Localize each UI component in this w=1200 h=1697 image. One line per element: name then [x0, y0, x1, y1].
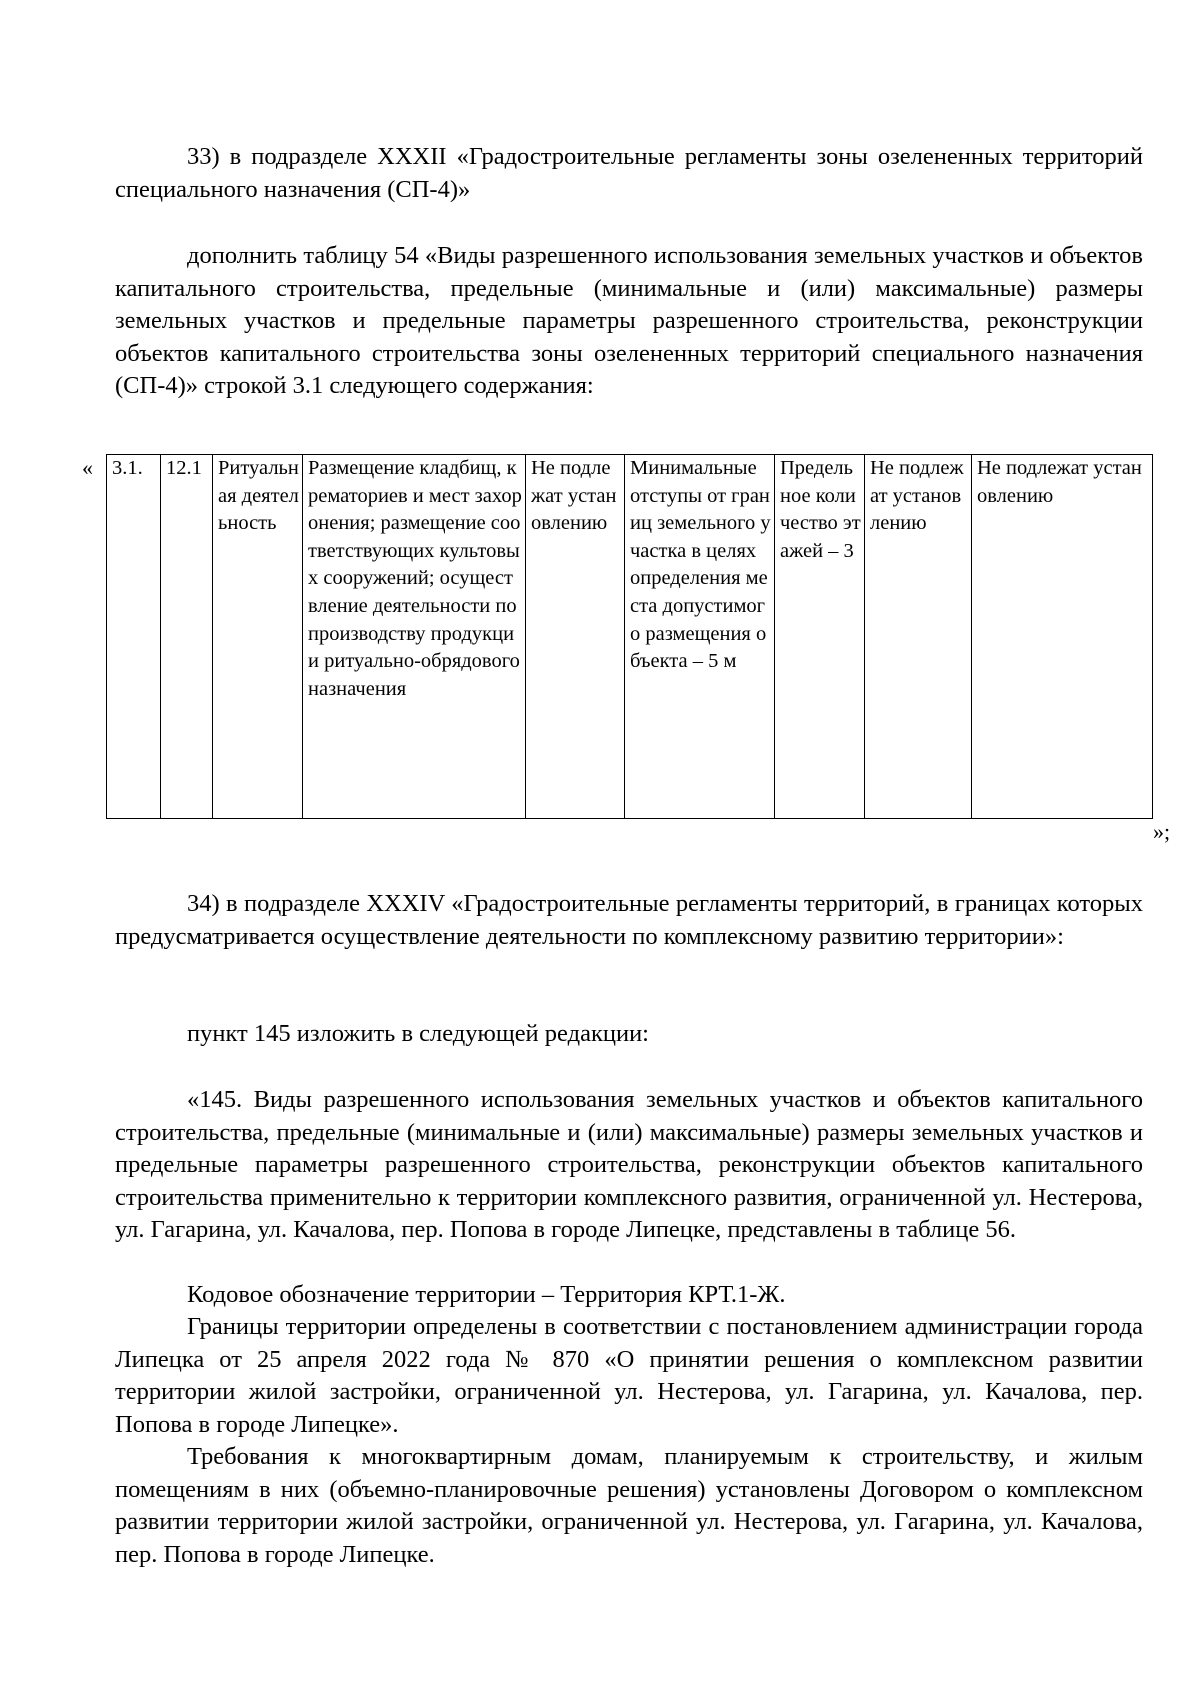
- paragraph-145-text: «145. Виды разрешенного использования земельных участков и объектов капитального строительства, предельные (минимальные и (или) максимальные) размеры земельных участков и предельные параметры разрешенного строительства, реконструкции объектов капитального строительства применительно к территории комплексного развития, ограниченной ул. Нестерова, ул. Гагарина, ул. Качалова, пер. Попова в городе Липецке, представлены в таблице 56.: [115, 1086, 1143, 1243]
- table-close-quote: »;: [1153, 819, 1171, 844]
- cell-code: 12.1: [161, 455, 213, 819]
- paragraph-point-145: пункт 145 изложить в следующей редакции:: [187, 1020, 649, 1047]
- paragraph-boundaries: Границы территории определены в соответствии с постановлением администрации города Липецка от 25 апреля 2022 года № 870 «О принятии решения о комплексном развитии территории жилой застройки, ограниченной ул. Нестерова, ул. Гагарина, ул. Качалова, пер. Попова в городе Липецке».: [115, 1313, 1143, 1438]
- table-row: [107, 455, 1153, 819]
- paragraph-amend-table-54: дополнить таблицу 54 «Виды разрешенного использования земельных участков и объектов капитального строительства, предельные (минимальные и (или) максимальные) размеры земельных участков и предельные параметры разрешенного строительства, реконструкции объектов капитального строительства зоны озелененных территорий специального назначения (СП-4)» строкой 3.1 следующего содержания:: [115, 242, 1143, 399]
- cell-description: Размещение кладбищ, крематориев и мест захоронения; размещение соответствующих культовых сооружений; осуществление деятельности по производству продукции ритуально-обрядового назначения: [303, 455, 526, 819]
- cell-other: Не подлежат установлению: [972, 455, 1153, 819]
- cell-floors: Предельное количество этажей – 3: [775, 455, 865, 819]
- cell-plot-size: Не подлежат установлению: [526, 455, 625, 819]
- amendment-table: [106, 454, 1152, 819]
- cell-coverage: Не подлежат установлению: [865, 455, 972, 819]
- paragraph-requirements: Требования к многоквартирным домам, планируемым к строительству, и жилым помещениям в них (объемно-планировочные решения) установлены Договором о комплексном развитии территории жилой застройки, ограниченной ул. Нестерова, ул. Гагарина, ул. Качалова, пер. Попова в городе Липецке.: [115, 1443, 1143, 1568]
- cell-use-name: Ритуальная деятельность: [213, 455, 303, 819]
- cell-setbacks: Минимальные отступы от границ земельного участка в целях определения места допустимого размещения объекта – 5 м: [625, 455, 775, 819]
- paragraph-item-33: 33) в подразделе XXXII «Градостроительные регламенты зоны озелененных территорий специального назначения (СП-4)»: [115, 143, 1143, 203]
- paragraph-territory-code: Кодовое обозначение территории – Территория КРТ.1-Ж.: [187, 1281, 786, 1308]
- cell-row-number: 3.1.: [107, 455, 161, 819]
- regulation-table: [106, 454, 1153, 819]
- paragraph-item-34: 34) в подразделе XXXIV «Градостроительные регламенты территорий, в границах которых предусматривается осуществление деятельности по комплексному развитию территории»:: [115, 890, 1143, 950]
- table-open-quote: «: [82, 455, 93, 480]
